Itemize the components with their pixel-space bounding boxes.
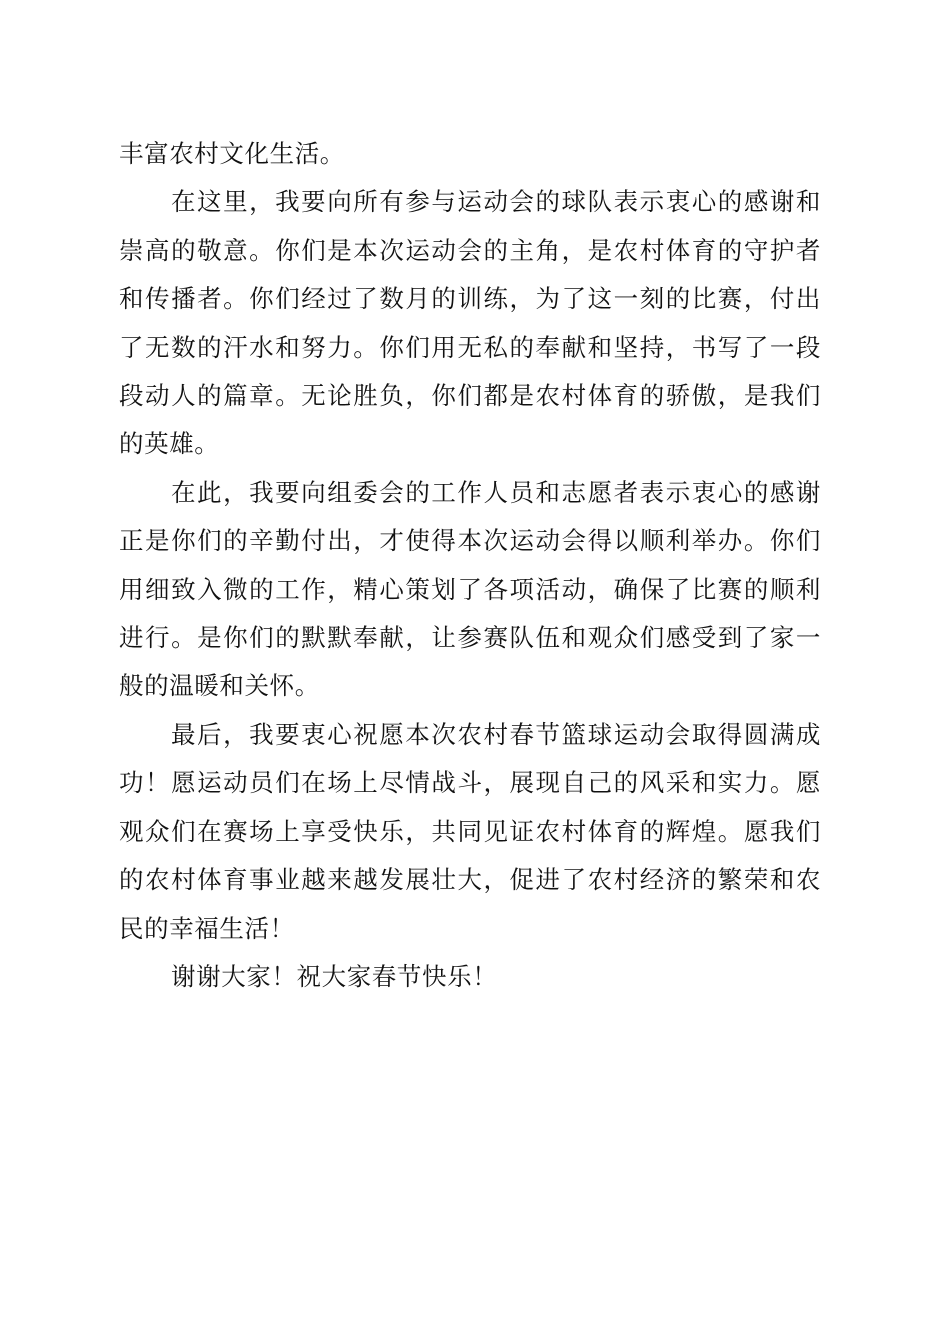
paragraph-4: 最后，我要衷心祝愿本次农村春节篮球运动会取得圆满成功！愿运动员们在场上尽情战斗，展现自己的风采和实力。愿观众们在赛场上享受快乐，共同见证农村体育的辉煌。愿我们的农村体育事业越来越发展壮大，促进了农村经济的繁荣和农民的幸福生活！ [119, 719, 821, 943]
paragraph-2: 在这里，我要向所有参与运动会的球队表示衷心的感谢和崇高的敬意。你们是本次运动会的主角，是农村体育的守护者和传播者。你们经过了数月的训练，为了这一刻的比赛，付出了无数的汗水和努力。你们用无私的奉献和坚持，书写了一段段动人的篇章。无论胜负，你们都是农村体育的骄傲，是我们的英雄。 [119, 187, 821, 459]
paragraph-1: 丰富农村文化生活。 [119, 139, 345, 168]
document-body [119, 130, 821, 1001]
paragraph-5: 谢谢大家！祝大家春节快乐！ [171, 961, 498, 991]
paragraph-3: 在此，我要向组委会的工作人员和志愿者表示衷心的感谢正是你们的辛勤付出，才使得本次运动会得以顺利举办。你们用细致入微的工作，精心策划了各项活动，确保了比赛的顺利进行。是你们的默默奉献，让参赛队伍和观众们感受到了家一般的温暖和关怀。 [119, 477, 821, 701]
